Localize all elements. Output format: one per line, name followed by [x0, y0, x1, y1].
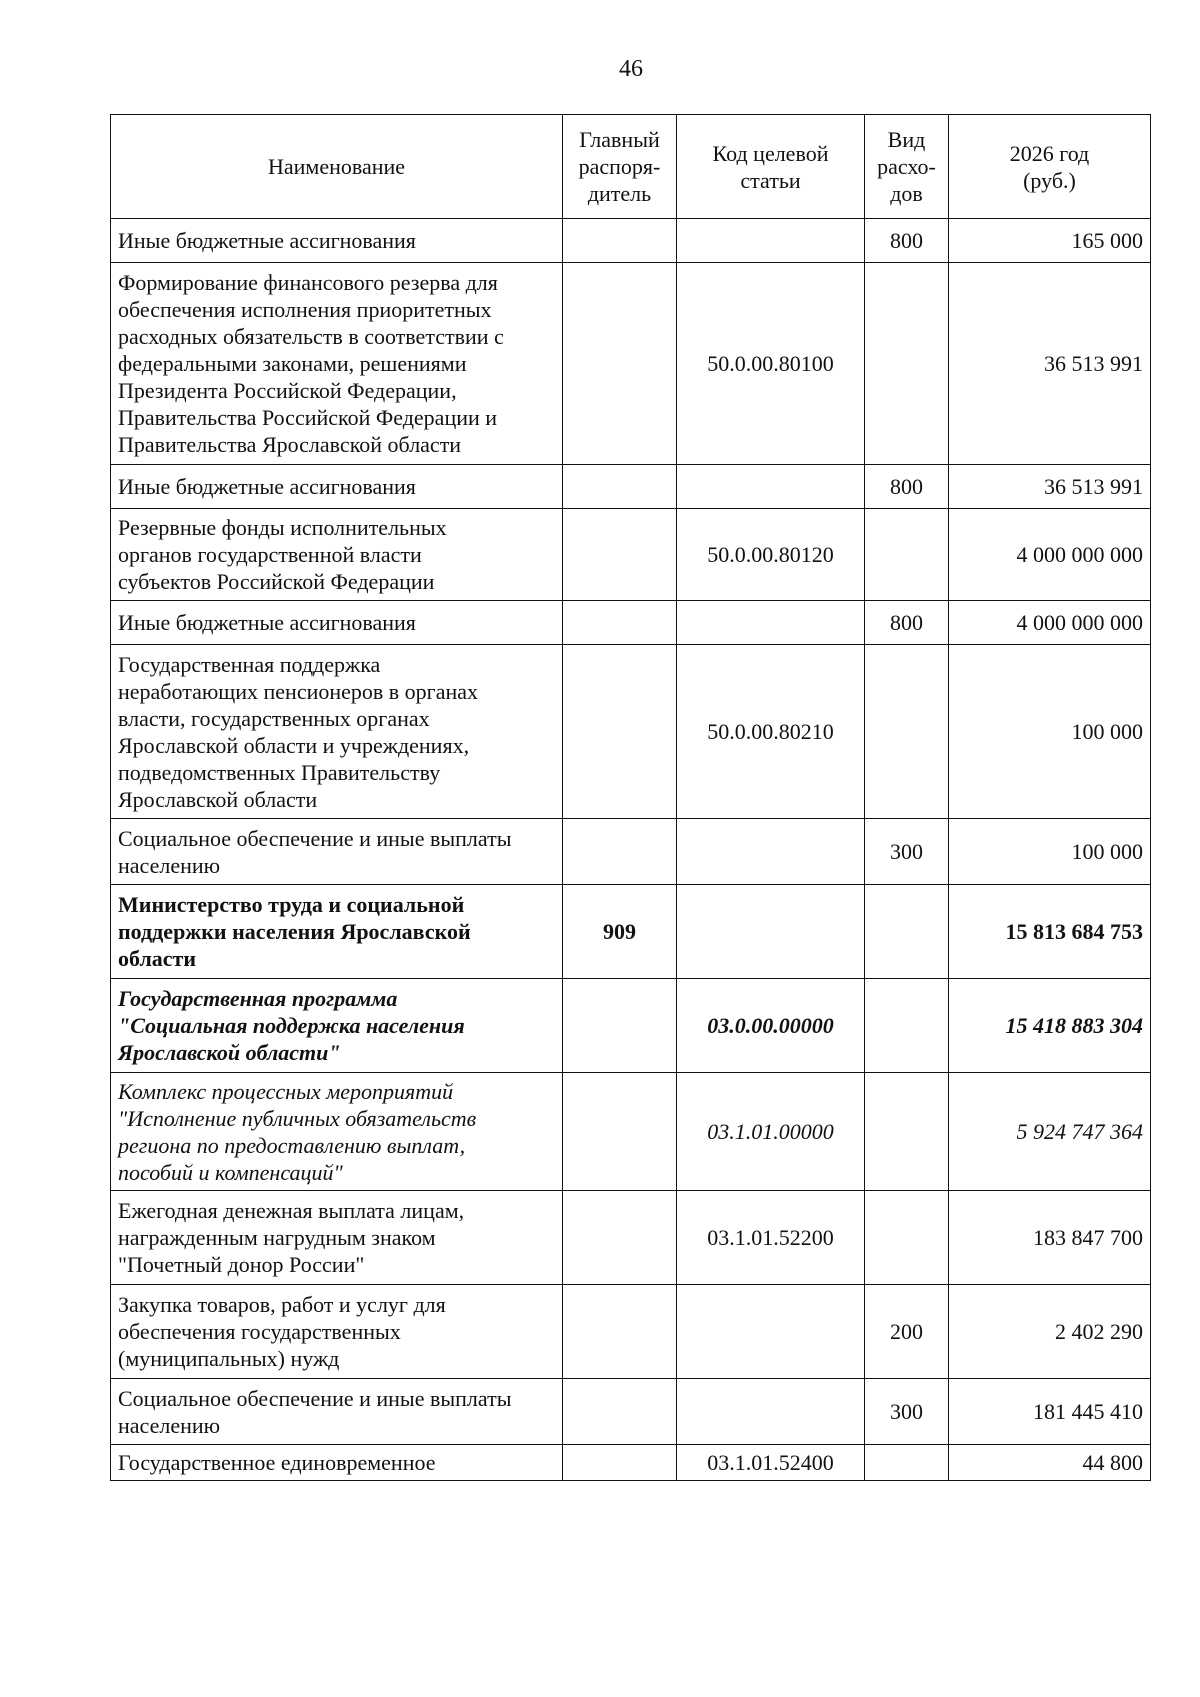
- row-name-cell: Комплекс процессных мероприятий "Исполнение публичных обязательств региона по предоставлению выплат, пособий и компенсаций": [111, 1073, 563, 1191]
- row-main-admin-cell: [563, 465, 677, 509]
- header-main-admin: Главный распоря- дитель: [563, 115, 677, 219]
- header-expense-type: Вид расхо- дов: [865, 115, 949, 219]
- table-row: [111, 1445, 1151, 1481]
- row-expense-type-cell: 800: [865, 219, 949, 263]
- row-main-admin-cell: [563, 1073, 677, 1191]
- table-row: [111, 219, 1151, 263]
- row-sum-cell: 2 402 290: [949, 1285, 1151, 1379]
- row-main-admin-cell: [563, 1191, 677, 1285]
- row-expense-type-cell: [865, 885, 949, 979]
- row-expense-type-cell: 300: [865, 819, 949, 885]
- table-row: [111, 979, 1151, 1073]
- row-main-admin-cell: [563, 219, 677, 263]
- row-name-cell: Государственная программа "Социальная поддержка населения Ярославской области": [111, 979, 563, 1073]
- row-main-admin-cell: [563, 1445, 677, 1481]
- row-target-code-cell: [677, 819, 865, 885]
- table-row: [111, 465, 1151, 509]
- row-expense-type-cell: 200: [865, 1285, 949, 1379]
- row-expense-type-cell: 800: [865, 465, 949, 509]
- row-sum-cell: 5 924 747 364: [949, 1073, 1151, 1191]
- row-sum-cell: 36 513 991: [949, 263, 1151, 465]
- row-name-cell: Социальное обеспечение и иные выплаты населению: [111, 1379, 563, 1445]
- table-row: [111, 601, 1151, 645]
- row-name-cell: Закупка товаров, работ и услуг для обеспечения государственных (муниципальных) нужд: [111, 1285, 563, 1379]
- row-target-code-cell: 50.0.00.80210: [677, 645, 865, 819]
- table-row: [111, 1073, 1151, 1191]
- row-target-code-cell: [677, 1379, 865, 1445]
- row-main-admin-cell: [563, 645, 677, 819]
- table-row: [111, 1191, 1151, 1285]
- row-target-code-cell: [677, 601, 865, 645]
- table-row: [111, 1285, 1151, 1379]
- row-main-admin-cell: 909: [563, 885, 677, 979]
- table-body: [111, 219, 1151, 1481]
- budget-table: [110, 114, 1151, 1481]
- row-sum-cell: 181 445 410: [949, 1379, 1151, 1445]
- table-row: [111, 509, 1151, 601]
- row-sum-cell: 4 000 000 000: [949, 509, 1151, 601]
- table-row: [111, 819, 1151, 885]
- row-name-cell: Государственная поддержка неработающих пенсионеров в органах власти, государственных органах Ярославской области и учреждениях, подведомственных Правительству Ярославской области: [111, 645, 563, 819]
- row-name-cell: Ежегодная денежная выплата лицам, награжденным нагрудным знаком "Почетный донор России": [111, 1191, 563, 1285]
- row-expense-type-cell: 300: [865, 1379, 949, 1445]
- row-target-code-cell: [677, 1285, 865, 1379]
- row-main-admin-cell: [563, 263, 677, 465]
- row-sum-cell: 183 847 700: [949, 1191, 1151, 1285]
- row-sum-cell: 165 000: [949, 219, 1151, 263]
- row-name-cell: Иные бюджетные ассигнования: [111, 219, 563, 263]
- row-sum-cell: 44 800: [949, 1445, 1151, 1481]
- row-sum-cell: 100 000: [949, 645, 1151, 819]
- row-target-code-cell: 50.0.00.80100: [677, 263, 865, 465]
- page-number: 46: [619, 56, 643, 82]
- row-sum-cell: 100 000: [949, 819, 1151, 885]
- table-row: [111, 263, 1151, 465]
- row-expense-type-cell: [865, 1445, 949, 1481]
- row-main-admin-cell: [563, 819, 677, 885]
- row-name-cell: Социальное обеспечение и иные выплаты населению: [111, 819, 563, 885]
- row-expense-type-cell: [865, 1191, 949, 1285]
- row-expense-type-cell: [865, 509, 949, 601]
- row-target-code-cell: [677, 885, 865, 979]
- row-expense-type-cell: [865, 1073, 949, 1191]
- row-target-code-cell: [677, 219, 865, 263]
- row-sum-cell: 15 418 883 304: [949, 979, 1151, 1073]
- row-sum-cell: 36 513 991: [949, 465, 1151, 509]
- row-target-code-cell: [677, 465, 865, 509]
- table-row: [111, 645, 1151, 819]
- row-sum-cell: 15 813 684 753: [949, 885, 1151, 979]
- row-target-code-cell: 50.0.00.80120: [677, 509, 865, 601]
- header-name: Наименование: [111, 115, 563, 219]
- row-expense-type-cell: 800: [865, 601, 949, 645]
- row-name-cell: Резервные фонды исполнительных органов государственной власти субъектов Российской Федерации: [111, 509, 563, 601]
- row-expense-type-cell: [865, 263, 949, 465]
- row-target-code-cell: 03.1.01.00000: [677, 1073, 865, 1191]
- row-sum-cell: 4 000 000 000: [949, 601, 1151, 645]
- row-target-code-cell: 03.1.01.52400: [677, 1445, 865, 1481]
- row-name-cell: Формирование финансового резерва для обеспечения исполнения приоритетных расходных обязательств в соответствии с федеральными законами, решениями Президента Российской Федерации, Правительства Российской Федерации и Правительства Ярославской области: [111, 263, 563, 465]
- row-name-cell: Иные бюджетные ассигнования: [111, 465, 563, 509]
- header-target-code: Код целевой статьи: [677, 115, 865, 219]
- table-row: [111, 1379, 1151, 1445]
- row-main-admin-cell: [563, 979, 677, 1073]
- row-main-admin-cell: [563, 601, 677, 645]
- header-year-sum: 2026 год (руб.): [949, 115, 1151, 219]
- row-main-admin-cell: [563, 1285, 677, 1379]
- row-name-cell: Государственное единовременное: [111, 1445, 563, 1481]
- row-target-code-cell: 03.0.00.00000: [677, 979, 865, 1073]
- row-expense-type-cell: [865, 979, 949, 1073]
- table-row: [111, 885, 1151, 979]
- row-main-admin-cell: [563, 509, 677, 601]
- row-expense-type-cell: [865, 645, 949, 819]
- row-main-admin-cell: [563, 1379, 677, 1445]
- table-header-row: [111, 115, 1151, 219]
- row-name-cell: Министерство труда и социальной поддержки населения Ярославской области: [111, 885, 563, 979]
- row-target-code-cell: 03.1.01.52200: [677, 1191, 865, 1285]
- row-name-cell: Иные бюджетные ассигнования: [111, 601, 563, 645]
